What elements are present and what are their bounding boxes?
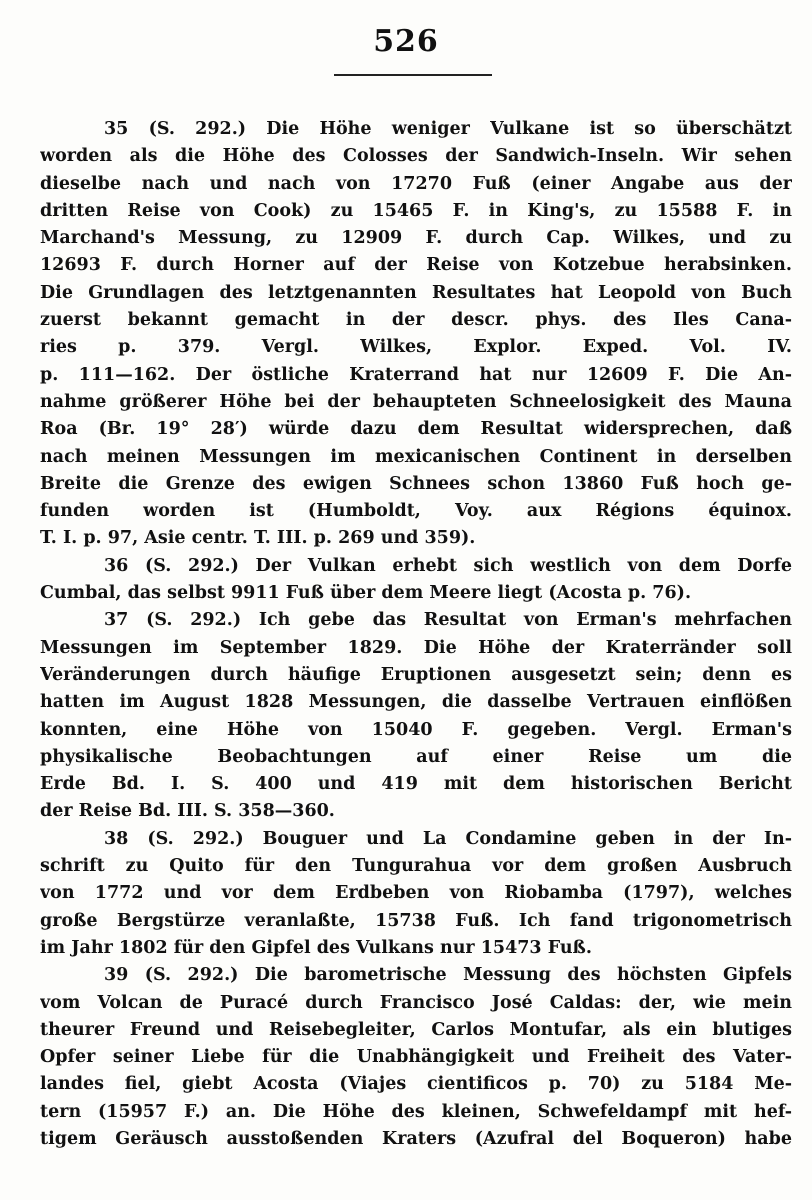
text-line: 38 (S. 292.) Bouguer und La Condamine geben in der In- — [104, 828, 792, 849]
text-line: dritten Reise von Cook) zu 15465 F. in King's, zu 15588 F. in — [40, 200, 792, 221]
text-line: 36 (S. 292.) Der Vulkan erhebt sich westlich von dem Dorfe — [104, 555, 792, 576]
text-line: Die Grundlagen des letztgenannten Resultates hat Leopold von Buch — [40, 282, 792, 303]
text-line: worden als die Höhe des Colosses der Sandwich-Inseln. Wir sehen — [40, 146, 792, 167]
text-line: vom Volcan de Puracé durch Francisco José Caldas: der, wie mein — [40, 992, 792, 1013]
footnote-text — [40, 116, 792, 1153]
text-line: von 1772 und vor dem Erdbeben von Riobamba (1797), welches — [40, 883, 792, 904]
text-line: physikalische Beobachtungen auf einer Reise um die — [40, 746, 792, 767]
text-line: Messungen im September 1829. Die Höhe der Kraterränder soll — [40, 637, 792, 658]
text-line: nach meinen Messungen im mexicanischen Continent in derselben — [40, 446, 792, 467]
text-line: p. 111—162. Der östliche Kraterrand hat nur 12609 F. Die An- — [40, 364, 792, 385]
header-rule — [334, 74, 492, 76]
text-line: schrift zu Quito für den Tungurahua vor dem großen Ausbruch — [40, 856, 792, 877]
text-line: 37 (S. 292.) Ich gebe das Resultat von Erman's mehrfachen — [104, 610, 792, 631]
text-line: 35 (S. 292.) Die Höhe weniger Vulkane ist so überschätzt — [104, 119, 792, 139]
text-line: 39 (S. 292.) Die barometrische Messung des höchsten Gipfels — [104, 965, 792, 986]
text-line: landes fiel, giebt Acosta (Viajes cientificos p. 70) zu 5184 Me- — [40, 1074, 792, 1095]
text-line: hatten im August 1828 Messungen, die dasselbe Vertrauen einflößen — [40, 692, 792, 713]
text-line: Cumbal, das selbst 9911 Fuß über dem Meere liegt (Acosta p. 76). — [40, 583, 692, 604]
text-line: T. I. p. 97, Asie centr. T. III. p. 269 und 359). — [40, 528, 476, 549]
text-line: im Jahr 1802 für den Gipfel des Vulkans nur 15473 Fuß. — [40, 937, 592, 958]
text-line: zuerst bekannt gemacht in der descr. phys. des Iles Cana- — [40, 310, 792, 331]
text-line: theurer Freund und Reisebegleiter, Carlos Montufar, als ein blutiges — [40, 1019, 792, 1040]
page-number: 526 — [373, 24, 439, 59]
text-line: tern (15957 F.) an. Die Höhe des kleinen, Schwefeldampf mit hef- — [40, 1101, 792, 1122]
text-line: Breite die Grenze des ewigen Schnees schon 13860 Fuß hoch ge- — [40, 473, 792, 494]
text-line: der Reise Bd. III. S. 358—360. — [40, 801, 335, 822]
text-line: Veränderungen durch häufige Eruptionen ausgesetzt sein; denn es — [40, 664, 792, 685]
text-line: dieselbe nach und nach von 17270 Fuß (einer Angabe aus der — [40, 173, 792, 194]
text-line: konnten, eine Höhe von 15040 F. gegeben. Vergl. Erman's — [40, 719, 792, 740]
text-line: Marchand's Messung, zu 12909 F. durch Cap. Wilkes, und zu — [40, 228, 792, 249]
text-line: tigem Geräusch ausstoßenden Kraters (Azufral del Boqueron) habe — [40, 1128, 792, 1149]
text-line: nahme größerer Höhe bei der behaupteten Schneelosigkeit des Mauna — [40, 391, 792, 412]
text-line: Erde Bd. I. S. 400 und 419 mit dem historischen Bericht — [40, 774, 792, 795]
text-line: ries p. 379. Vergl. Wilkes, Explor. Exped. Vol. IV. — [40, 337, 792, 358]
text-line: funden worden ist (Humboldt, Voy. aux Régions équinox. — [40, 501, 792, 522]
text-line: Opfer seiner Liebe für die Unabhängigkeit und Freiheit des Vater- — [40, 1047, 792, 1068]
text-line: große Bergstürze veranlaßte, 15738 Fuß. Ich fand trigonometrisch — [40, 910, 792, 931]
text-line: Roa (Br. 19° 28′) würde dazu dem Resultat widersprechen, daß — [40, 419, 792, 440]
text-line: 12693 F. durch Horner auf der Reise von Kotzebue herabsinken. — [40, 255, 792, 276]
